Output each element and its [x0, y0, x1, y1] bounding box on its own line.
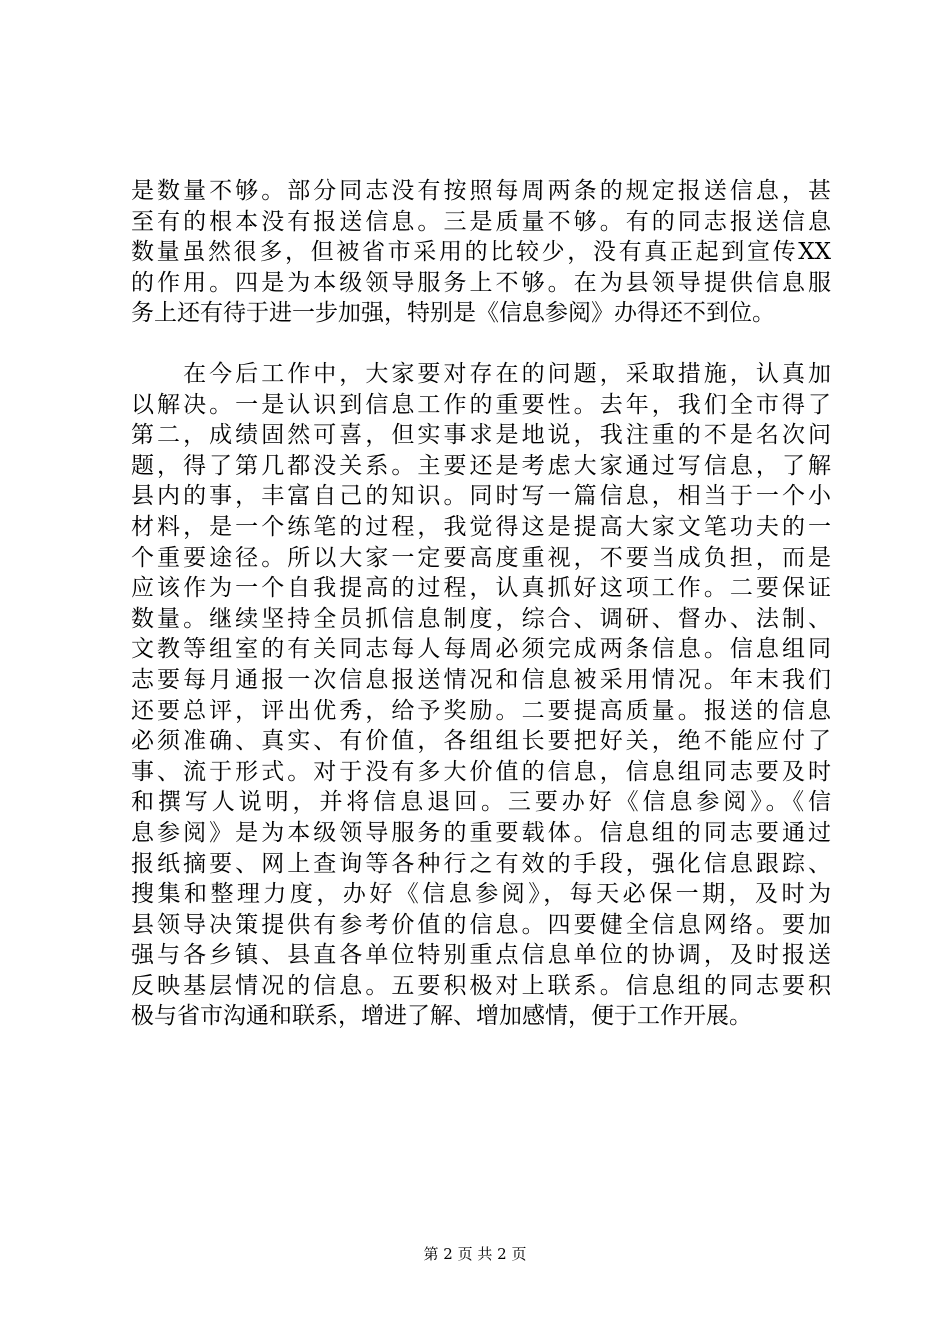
text-line: 题，得了第几都没关系。主要还是考虑大家通过写信息，了解 [131, 452, 831, 479]
text-line: 报纸摘要、网上查询等各种行之有效的手段，强化信息跟踪、 [131, 850, 831, 877]
text-line: 县内的事，丰富自己的知识。同时写一篇信息，相当于一个小 [131, 483, 831, 510]
text-line: 强与各乡镇、县直各单位特别重点信息单位的协调，及时报送 [131, 942, 831, 969]
text-line: 的作用。四是为本级领导服务上不够。在为县领导提供信息服 [131, 269, 831, 296]
text-line: 极与省市沟通和联系，增进了解、增加感情，便于工作开展。 [131, 1003, 752, 1030]
text-line: 文教等组室的有关同志每人每周必须完成两条信息。信息组同 [131, 636, 831, 663]
text-line: 至有的根本没有报送信息。三是质量不够。有的同志报送信息 [131, 208, 831, 235]
text-line: 务上还有待于进一步加强，特别是《信息参阅》办得还不到位。 [131, 300, 775, 327]
text-line: 是数量不够。部分同志没有按照每周两条的规定报送信息，甚 [131, 178, 831, 204]
text-line: 数量虽然很多，但被省市采用的比较少，没有真正起到宣传XX [131, 239, 831, 266]
text-line: 在今后工作中，大家要对存在的问题，采取措施，认真加 [131, 361, 831, 387]
text-line: 以解决。一是认识到信息工作的重要性。去年，我们全市得了 [131, 391, 831, 418]
text-line: 还要总评，评出优秀，给予奖励。二要提高质量。报送的信息 [131, 697, 831, 724]
page-number-footer: 第 2 页 共 2 页 [423, 1245, 527, 1263]
text-line: 必须准确、真实、有价值，各组组长要把好关，绝不能应付了 [131, 728, 831, 755]
paragraph-1 [131, 176, 831, 329]
text-line: 第二，成绩固然可喜，但实事求是地说，我注重的不是名次问 [131, 422, 831, 449]
text-line: 息参阅》是为本级领导服务的重要载体。信息组的同志要通过 [131, 819, 831, 846]
text-line: 和撰写人说明，并将信息退回。三要办好《信息参阅》。《信 [131, 789, 831, 816]
text-line: 反映基层情况的信息。五要积极对上联系。信息组的同志要积 [131, 972, 831, 999]
text-line: 县领导决策提供有参考价值的信息。四要健全信息网络。要加 [131, 911, 831, 938]
text-line: 应该作为一个自我提高的过程，认真抓好这项工作。二要保证 [131, 575, 831, 602]
text-line: 数量。继续坚持全员抓信息制度，综合、调研、督办、法制、 [131, 605, 831, 632]
paragraph-2 [131, 359, 831, 1032]
text-line: 材料，是一个练笔的过程，我觉得这是提高大家文笔功夫的一 [131, 513, 831, 540]
text-line: 搜集和整理力度，办好《信息参阅》，每天必保一期，及时为 [131, 881, 831, 908]
text-line: 事、流于形式。对于没有多大价值的信息，信息组同志要及时 [131, 758, 831, 785]
text-line: 个重要途径。所以大家一定要高度重视，不要当成负担，而是 [131, 544, 831, 571]
text-line: 志要每月通报一次信息报送情况和信息被采用情况。年末我们 [131, 666, 831, 693]
